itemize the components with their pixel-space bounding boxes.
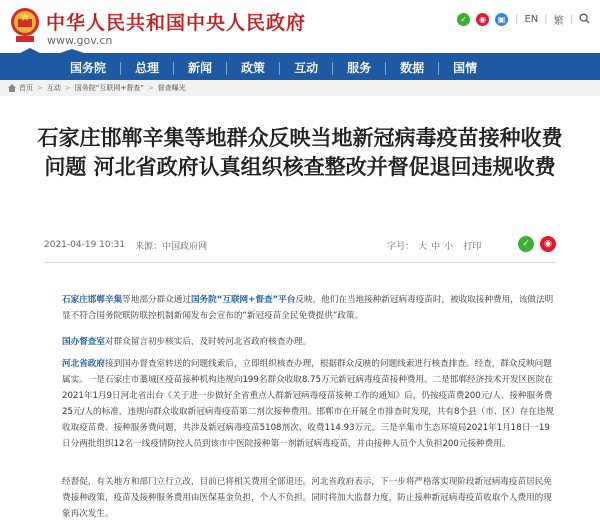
header-tools [454,12,592,27]
nav-item-service[interactable]: 服务 [347,61,372,75]
main-nav [0,56,600,80]
keyword-link[interactable]: 石家庄邯郸辛集 [62,295,123,305]
publish-date: 2021-04-19 10:31 [44,240,126,250]
paragraph-text: 对群众留言初步核实后，及时转河北省政府核查办理。 [104,337,312,347]
breadcrumb-separator: > [147,84,154,92]
lang-traditional-link[interactable]: 繁 [553,16,564,27]
site-title[interactable]: 中华人民共和国中央人民政府 [46,12,307,34]
keyword-link[interactable]: 国务院“互联网+督查”平台 [190,295,296,305]
article-source: 来源：中国政府网 [135,241,208,252]
site-url: www.gov.cn [47,34,113,47]
search-icon[interactable] [579,13,590,27]
nav-item-interaction[interactable]: 互动 [294,61,319,75]
share-bar [512,236,556,252]
breadcrumb-interaction[interactable]: 互动 [46,84,61,92]
article-paragraph [62,356,556,452]
paragraph-text: 接到国办督查室转送的问题线索后，立即组织核查办理，根据群众反映的问题线索进行核查排查。经查，群众反映问题属实。一是石家庄市藁城区疫苗接种机构违规向199名群众收取8.75万元新冠病毒疫苗接种费用。二是邯郸经济技术开发区医院在2021年1月9日河北省出台《关于进一步做好全省重点人群新冠病毒疫苗接种工作的通知》后，仍按疫苗费200元/人、接种服务费25元/人的标准，违规向群众收取新冠病毒疫苗第二剂次接种费用。邯郸市在开展全市排查时发现，共有8个县（市、区）存在违规收取疫苗费、接种服务费问题，共涉及新冠病毒疫苗5108剂次、收费114.93万元。三是辛集市生态环境局2021年1月18日一19日分两批组织12名一线疫情防控人员到该市中医院接种第一剂新冠病毒疫苗，并由接种人员个人负担200元接种费用。 [62,359,554,449]
separator: | [544,14,548,25]
font-size-label: 字号： [387,241,415,252]
breadcrumb-internet-inspection[interactable]: 国务院“互联网+督查” [74,84,144,92]
lang-en-link[interactable]: EN [524,14,539,25]
wechat-icon[interactable]: ✓ [457,13,470,26]
article-paragraph [62,292,556,324]
nav-item-state-council[interactable]: 国务院 [70,61,107,75]
share-weibo-icon[interactable]: ◉ [540,236,556,252]
keyword-link[interactable]: 国办督查室 [62,337,105,347]
paragraph-text: 反映，他们在当地接种新冠病毒疫苗时，被收取接种费用，该做法明显不符合国务院联防联控机制新闻发布会宣布的“新冠疫苗全民免费提供”政策。 [62,295,554,321]
article-paragraph [62,334,556,350]
separator: | [569,14,573,25]
nav-item-national-info[interactable]: 国情 [453,61,478,75]
app-icon[interactable]: ▣ [495,13,508,26]
paragraph-text: 经督促，有关地方和部门立行立改，目前已将相关费用全部退还。河北省政府表示，下一步将严格落实现阶段新冠病毒疫苗居民免费接种政策，疫苗及接种服务费用由医保基金负担，个人不负担。同时将加大监督力度，防止接种新冠病毒疫苗收取个人费用的现象再次发生。 [62,477,552,519]
article-paragraph [62,474,556,522]
font-size-small[interactable]: 小 [444,241,454,252]
national-emblem-icon[interactable] [8,6,42,44]
breadcrumb [0,80,600,96]
breadcrumb-separator: > [64,84,71,92]
weibo-icon[interactable]: ◉ [476,13,489,26]
keyword-link[interactable]: 河北省政府 [62,359,105,369]
paragraph-text: 等地部分群众通过 [122,295,191,305]
nav-item-premier[interactable]: 总理 [135,61,160,75]
share-wechat-icon[interactable]: ✓ [518,236,534,252]
print-link[interactable]: 打印 [463,241,482,252]
article-meta [44,236,556,254]
separator: | [515,14,519,25]
nav-item-policy[interactable]: 政策 [241,61,266,75]
nav-item-news[interactable]: 新闻 [188,61,213,75]
breadcrumb-home[interactable]: 首页 [19,84,33,92]
divider [44,262,556,263]
breadcrumb-separator: > [37,84,43,92]
nav-item-data[interactable]: 数据 [400,61,425,75]
article-title: 石家庄邯郸辛集等地群众反映当地新冠病毒疫苗接种收费问题 河北省政府认真组织核查整改并督促退回违规收费 [37,126,563,179]
font-size-medium[interactable]: 中 [431,241,441,252]
home-icon [8,84,16,92]
breadcrumb-inspection-exposure[interactable]: 督查曝光 [157,84,186,92]
site-header [0,0,600,56]
font-size-large[interactable]: 大 [418,241,428,252]
